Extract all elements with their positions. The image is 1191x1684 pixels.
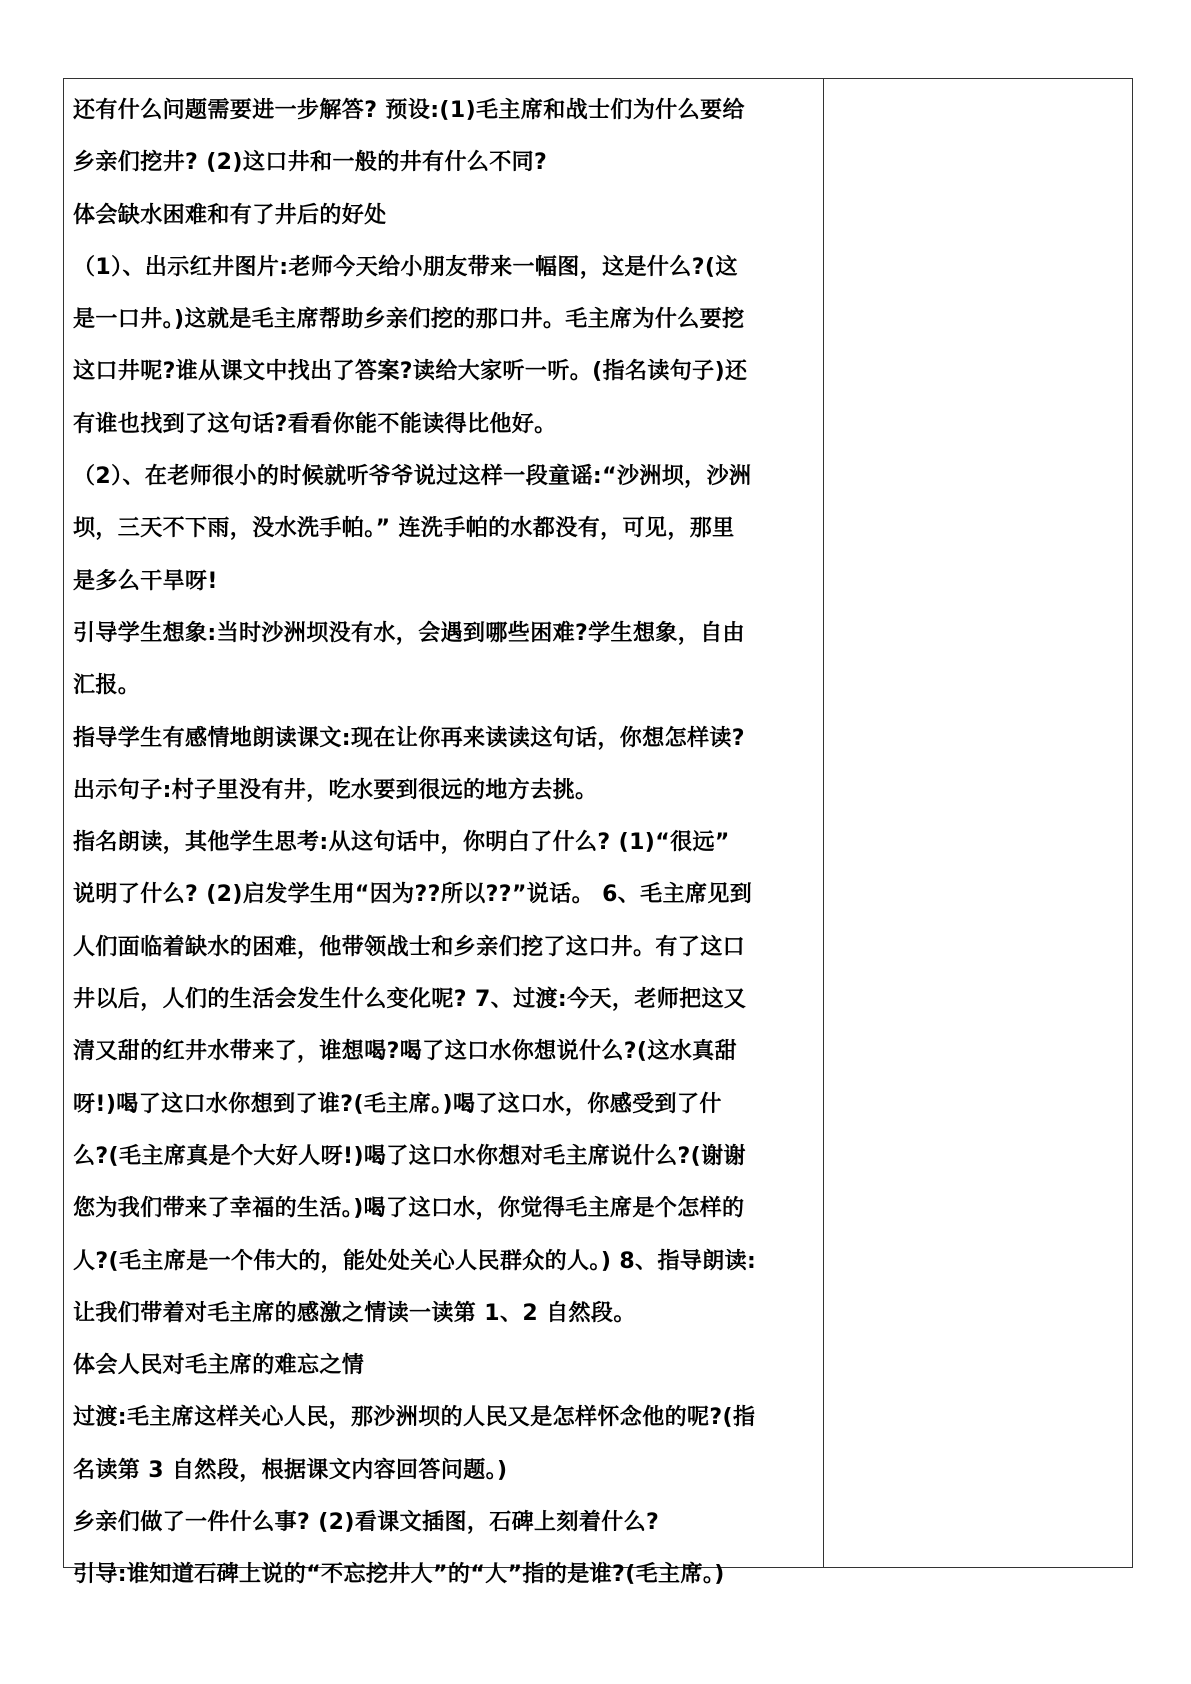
text-line: 么?(毛主席真是个大好人呀!)喝了这口水你想对毛主席说什么?(谢谢 [73,1143,746,1169]
text-line: 引导:谁知道石碑上说的“不忘挖井人”的“人”指的是谁?(毛主席。) [73,1562,725,1588]
lesson-plan-table [63,78,1133,1588]
text-line: 乡亲们挖井? (2)这口井和一般的井有什么不同? [73,150,548,176]
text-line: 井以后，人们的生活会发生什么变化呢? 7、过渡:今天，老师把这又 [73,987,747,1013]
text-line: 过渡:毛主席这样关心人民，那沙洲坝的人民又是怎样怀念他的呢?(指 [73,1405,756,1431]
text-line: 这口井呢?谁从课文中找出了答案?读给大家听一听。(指名读句子)还 [73,359,748,385]
text-line: 有谁也找到了这句话?看看你能不能读得比他好。 [73,411,557,437]
text-line: 指导学生有感情地朗读课文:现在让你再来读读这句话，你想怎样读? [73,725,745,751]
text-line: 还有什么问题需要进一步解答? 预设:(1)毛主席和战士们为什么要给 [73,98,745,123]
lesson-content-cell [64,79,824,1588]
text-line: 出示句子:村子里没有井，吃水要到很远的地方去挑。 [73,777,598,803]
text-line: 是一口井。)这就是毛主席帮助乡亲们挖的那口井。毛主席为什么要挖 [73,307,745,333]
notes-cell [824,79,1132,1567]
text-line: 说明了什么? (2)启发学生用“因为??所以??”说话。 6、毛主席见到 [73,882,753,908]
text-line: 是多么干旱呀! [73,568,218,594]
text-line: 汇报。 [73,673,141,699]
section-heading: 体会缺水困难和有了井后的好处 [73,202,387,228]
text-line: （2）、在老师很小的时候就听爷爷说过这样一段童谣:“沙洲坝，沙洲 [73,464,752,490]
text-line: 名读第 3 自然段，根据课文内容回答问题。) [73,1457,508,1483]
text-line: 人们面临着缺水的困难，他带领战士和乡亲们挖了这口井。有了这口 [73,934,746,960]
text-line: 人?(毛主席是一个伟大的，能处处关心人民群众的人。) 8、指导朗读: [73,1248,757,1274]
text-line: 呀!)喝了这口水你想到了谁?(毛主席。)喝了这口水，你感受到了什 [73,1091,722,1117]
text-line: 引导学生想象:当时沙洲坝没有水，会遇到哪些困难?学生想象，自由 [73,620,745,646]
text-line: 指名朗读，其他学生思考:从这句话中，你明白了什么? (1)“很远” [73,830,730,856]
text-line: 坝，三天不下雨，没水洗手帕。” 连洗手帕的水都没有，可见，那里 [73,516,735,542]
text-line: （1）、出示红井图片:老师今天给小朋友带来一幅图，这是什么?(这 [73,254,738,280]
text-line: 您为我们带来了幸福的生活。)喝了这口水，你觉得毛主席是个怎样的 [73,1196,745,1222]
text-line: 乡亲们做了一件什么事? (2)看课文插图，石碑上刻着什么? [73,1510,660,1536]
text-line: 清又甜的红井水带来了，谁想喝?喝了这口水你想说什么?(这水真甜 [73,1039,737,1065]
section-heading: 体会人民对毛主席的难忘之情 [73,1353,365,1379]
text-line: 让我们带着对毛主席的感激之情读一读第 1、2 自然段。 [73,1300,636,1326]
